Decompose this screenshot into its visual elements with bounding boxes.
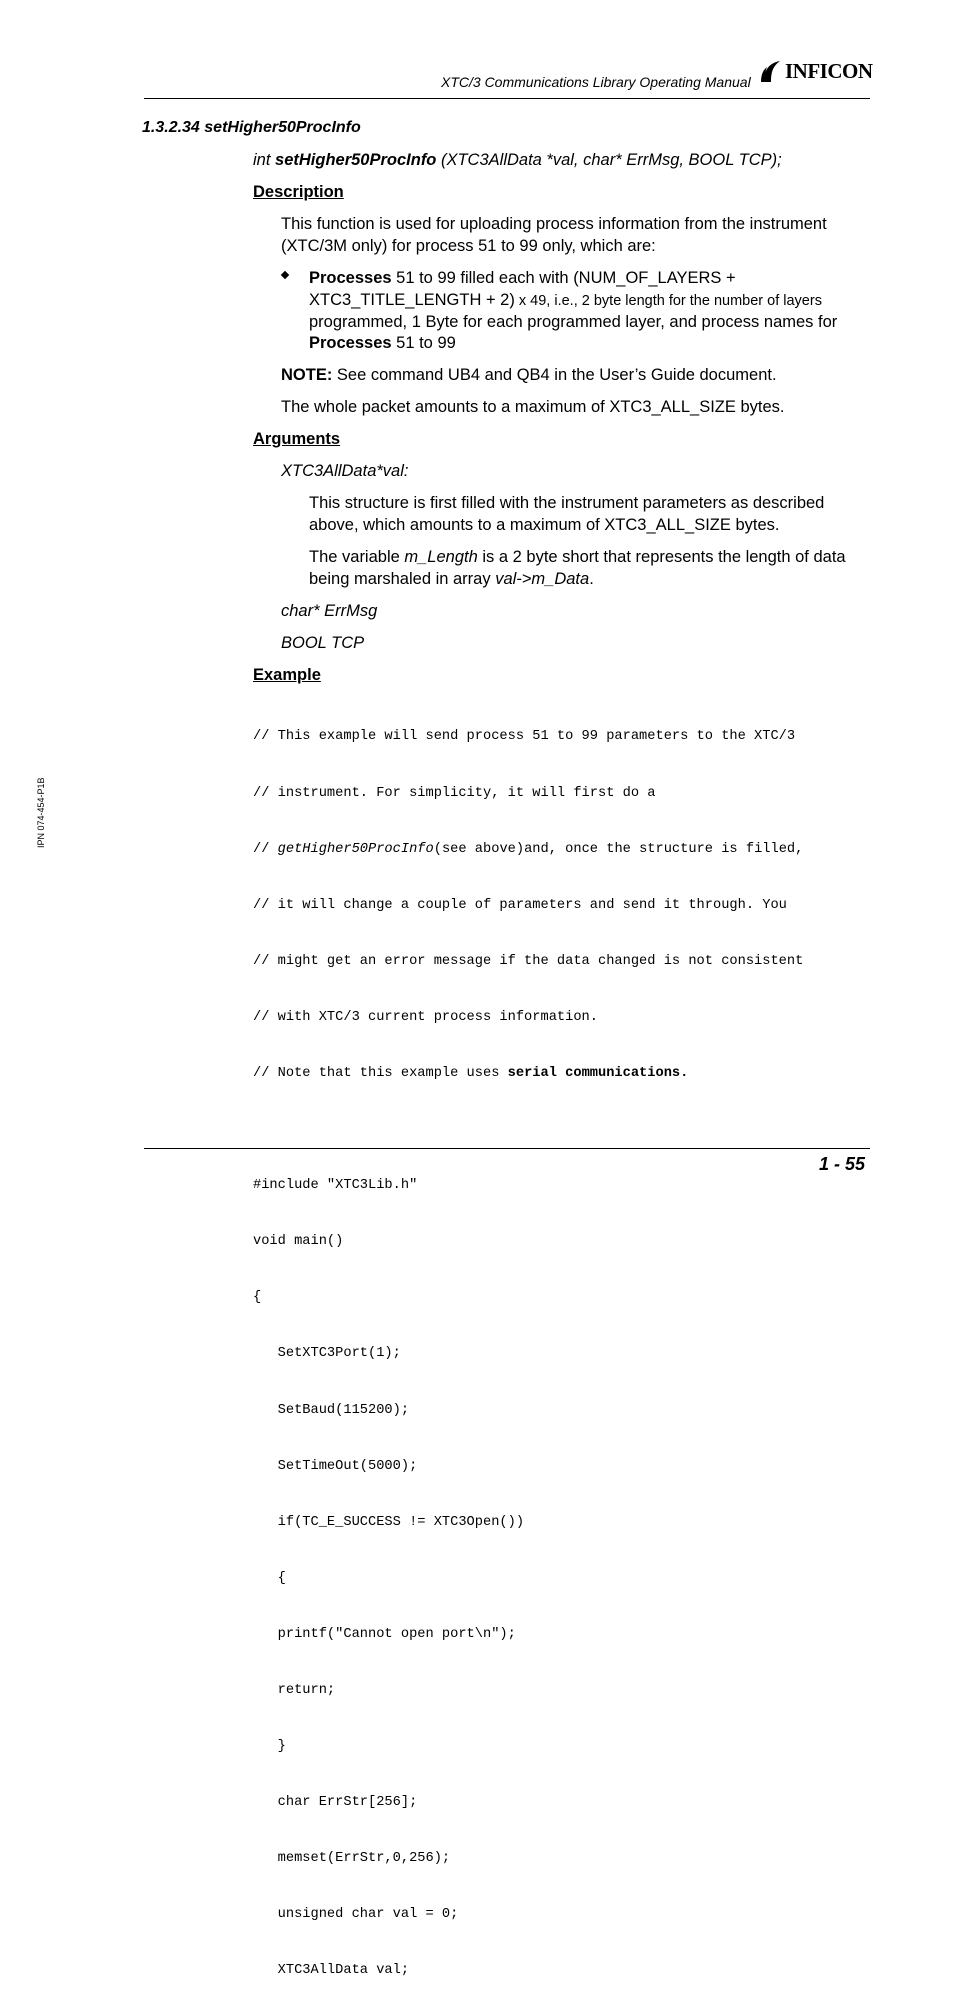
- code-line: SetTimeOut(5000);: [253, 1458, 418, 1474]
- argument-tcp-name: BOOL TCP: [281, 634, 365, 652]
- code-comment-line: // getHigher50ProcInfo(see above)and, once the structure is filled,: [253, 841, 804, 857]
- description-line-2: (XTC/3M only) for process 51 to 99 only, which are:: [281, 237, 656, 255]
- code-line: char ErrStr[256];: [253, 1795, 418, 1811]
- code-line: SetXTC3Port(1);: [253, 1346, 401, 1362]
- bullet-line-3: programmed, 1 Byte for each programmed layer, and process names for: [309, 313, 838, 331]
- example-code-block: [253, 691, 803, 2000]
- inficon-logo-mark-icon: [760, 60, 782, 84]
- argument-val-name: XTC3AllData*val:: [281, 462, 409, 480]
- page-number: 1 - 55: [818, 1154, 865, 1174]
- code-line: }: [253, 1739, 286, 1755]
- code-line: #include "XTC3Lib.h": [253, 1178, 418, 1194]
- code-line: [253, 1121, 803, 1140]
- code-line: if(TC_E_SUCCESS != XTC3Open()): [253, 1514, 525, 1530]
- code-line: {: [253, 1570, 286, 1586]
- code-line: memset(ErrStr,0,256);: [253, 1851, 451, 1867]
- argument-val-desc-line-2: above, which amounts to a maximum of XTC3_ALL_SIZE bytes.: [309, 516, 780, 534]
- argument-val-length-line-1: The variable m_Length is a 2 byte short that represents the length of data: [309, 548, 846, 566]
- code-line: XTC3AllData val;: [253, 1963, 410, 1979]
- footer-divider: [144, 1148, 870, 1149]
- code-comment-line: // instrument. For simplicity, it will first do a: [253, 785, 656, 801]
- side-ipn-label: IPN 074-454-P1B: [36, 777, 46, 848]
- code-line: void main(): [253, 1234, 344, 1250]
- bullet-line-1: Processes 51 to 99 filled each with (NUM_OF_LAYERS +: [309, 269, 736, 287]
- inficon-logo: [760, 59, 873, 84]
- code-comment-line: // Note that this example uses serial communications.: [253, 1065, 689, 1081]
- section-title: 1.3.2.34 setHigher50ProcInfo: [142, 119, 361, 136]
- bullet-diamond-icon: [281, 271, 289, 279]
- code-line: return;: [253, 1683, 336, 1698]
- code-line: unsigned char val = 0;: [253, 1907, 459, 1923]
- packet-size-text: The whole packet amounts to a maximum of XTC3_ALL_SIZE bytes.: [281, 398, 785, 416]
- code-comment-line: // with XTC/3 current process information.: [253, 1009, 598, 1025]
- argument-val-length-line-2: being marshaled in array val->m_Data.: [309, 570, 594, 588]
- code-line: SetBaud(115200);: [253, 1402, 410, 1418]
- argument-val-desc-line-1: This structure is first filled with the instrument parameters as described: [309, 494, 825, 512]
- logo-text: INFICON: [785, 59, 873, 83]
- description-line-1: This function is used for uploading process information from the instrument: [281, 215, 827, 233]
- arguments-heading: Arguments: [253, 430, 341, 448]
- example-heading: Example: [253, 666, 321, 684]
- document-title: XTC/3 Communications Library Operating Manual: [441, 74, 751, 90]
- code-line: {: [253, 1290, 262, 1306]
- code-comment-line: // it will change a couple of parameters and send it through. You: [253, 897, 787, 913]
- code-comment-line: // This example will send process 51 to 99 parameters to the XTC/3: [253, 729, 796, 745]
- description-heading: Description: [253, 183, 344, 201]
- bullet-line-4: Processes 51 to 99: [309, 334, 456, 352]
- argument-errmsg-name: char* ErrMsg: [281, 602, 378, 620]
- bullet-line-2: XTC3_TITLE_LENGTH + 2) x 49, i.e., 2 byte length for the number of layers: [309, 291, 822, 309]
- code-line: printf("Cannot open port\n");: [253, 1626, 516, 1642]
- function-prototype: int setHigher50ProcInfo (XTC3AllData *val, char* ErrMsg, BOOL TCP);: [253, 151, 782, 169]
- code-comment-line: // might get an error message if the data changed is not consistent: [253, 953, 804, 969]
- note: NOTE: See command UB4 and QB4 in the User’s Guide document.: [281, 366, 777, 384]
- header-divider: [144, 98, 870, 99]
